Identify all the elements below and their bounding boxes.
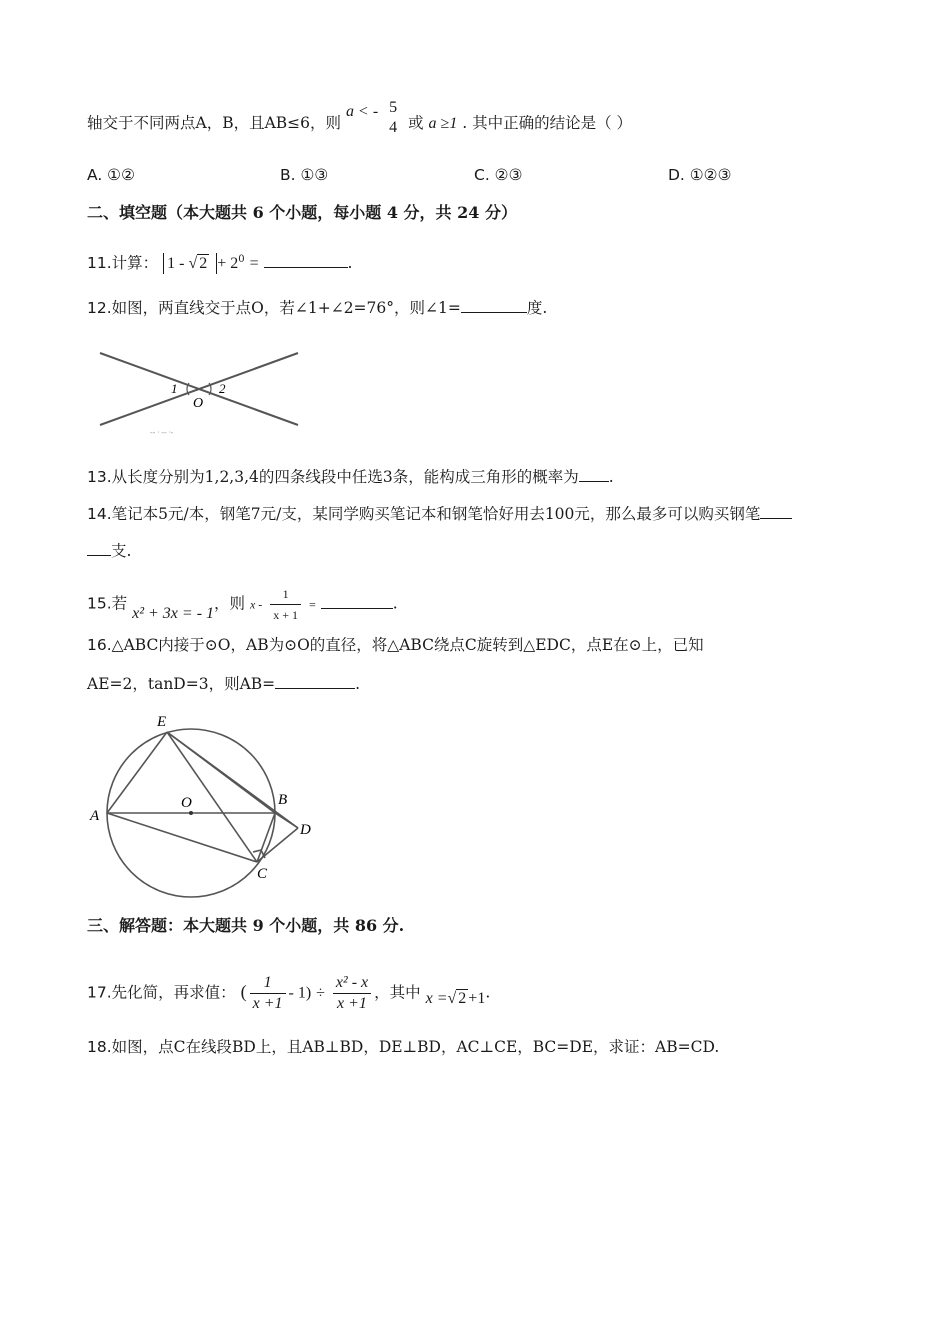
q17-divide: ÷ — [316, 984, 325, 1002]
q10-cond-neg: - — [372, 103, 379, 120]
q16-number: 16. — [87, 636, 112, 654]
q17-fraction-1 — [250, 973, 286, 1014]
q11-number: 11. — [87, 254, 112, 273]
q13-number: 13. — [87, 468, 112, 486]
q11-exponent: 0 — [238, 254, 245, 265]
segment-AC — [107, 813, 257, 862]
q11-expr-a: 1 - — [167, 255, 185, 273]
q16-end: . — [355, 675, 361, 693]
q12 — [87, 298, 547, 318]
label-E: E — [157, 714, 167, 730]
fig12-caption-smudge: -- · -- ·- — [150, 428, 174, 435]
q15-equals: = — [308, 597, 316, 612]
q11-expr-b: + 2 — [217, 255, 239, 273]
q15-end: . — [392, 594, 398, 613]
q15-answer-blank[interactable] — [321, 594, 393, 609]
q11-abs: 1 - √ 2 — [163, 253, 217, 274]
q12-number: 12. — [87, 299, 112, 317]
q17-f2-den: x +1 — [333, 993, 371, 1014]
q11-radicand: 2 — [199, 255, 208, 273]
label-O: O — [193, 396, 204, 411]
q14-answer-blank-1[interactable] — [760, 504, 792, 519]
q15-fraction — [270, 584, 301, 625]
segment-AE — [107, 732, 167, 813]
q17-minus1: - 1) — [288, 984, 312, 1002]
q11 — [87, 250, 352, 274]
q14-text: 笔记本5元/本，钢笔7元/支，某同学购买笔记本和钢笔恰好用去100元，那么最多可以购买钢笔 — [111, 505, 761, 523]
label-2: 2 — [219, 381, 226, 396]
q15-equation: x² + 3x = - 1 — [132, 604, 215, 622]
q11-text: 计算： — [111, 254, 159, 273]
q10-fraction — [386, 98, 400, 138]
q15-expr-x: x - — [249, 597, 263, 612]
q17-f2-num: x² - x — [335, 974, 369, 991]
figure-intersecting-lines — [95, 345, 305, 435]
q18-number: 18. — [87, 1038, 112, 1056]
segment-BD — [275, 813, 298, 828]
q14 — [87, 504, 792, 524]
q17-open-paren: ( — [240, 981, 247, 1002]
figure-circle — [85, 710, 325, 900]
q10-cond-lt: < — [358, 103, 368, 120]
option-b[interactable]: B. ①③ — [280, 166, 329, 184]
q10-cond-a: a — [345, 103, 354, 120]
q17-f1-num: 1 — [263, 974, 272, 991]
q11-equals: = — [249, 255, 259, 273]
q13-text: 从长度分别为1,2,3,4的四条线段中任选3条，能构成三角形的概率为 — [111, 468, 579, 486]
q10-frac-den: 4 — [389, 119, 398, 136]
q16-line2: AE=2，tanD=3，则AB= — [87, 675, 276, 693]
label-A: A — [90, 808, 100, 824]
label-O: O — [181, 795, 192, 811]
q13 — [87, 467, 614, 487]
section3-title: 三、解答题：本大题共 9 个小题，共 86 分. — [87, 916, 405, 935]
q15-frac-num: 1 — [282, 587, 289, 601]
q11-answer-blank[interactable] — [264, 253, 348, 268]
q15 — [87, 584, 398, 625]
q13-answer-blank[interactable] — [579, 467, 609, 482]
q12-answer-blank[interactable] — [461, 298, 527, 313]
q17-x-eq: x = — [425, 989, 448, 1007]
q10-text-after: . 其中正确的结论是（ ） — [462, 114, 633, 132]
q12-end: 度. — [526, 299, 548, 317]
q15-number: 15. — [87, 594, 112, 613]
q14-number: 14. — [87, 505, 112, 523]
option-a[interactable]: A. ①② — [87, 166, 135, 184]
q10-or: 或 — [408, 114, 424, 132]
q16-answer-blank[interactable] — [275, 674, 355, 689]
label-B: B — [278, 792, 288, 808]
q14-line2 — [87, 541, 131, 561]
q17-fraction-2 — [333, 973, 371, 1014]
q14-end: 支. — [111, 542, 132, 560]
option-d[interactable]: D. ①②③ — [668, 166, 732, 184]
q15-frac-den: x + 1 — [270, 604, 301, 625]
q10-cond2: a ≥1 — [428, 115, 458, 132]
q12-text: 如图，两直线交于点O，若∠1+∠2=76°，则∠1= — [111, 299, 461, 317]
q17-radicand: 2 — [458, 989, 467, 1007]
label-C: C — [257, 866, 268, 882]
q14-answer-blank-2[interactable] — [87, 541, 111, 556]
q10-frac-num: 5 — [389, 99, 398, 116]
q17-f1-den: x +1 — [250, 993, 286, 1014]
q17: 17.先化简，再求值： ( $\frac{1}{x +1}$ - 1) ÷ $\frac{\text{x² - x}}{x +1}$ ，其中 x =√ 2 +1. — [87, 974, 491, 1012]
option-c[interactable]: C. ②③ — [474, 166, 523, 184]
label-D: D — [300, 822, 311, 838]
q18 — [87, 1037, 719, 1057]
q13-end: . — [608, 468, 614, 486]
point-O — [189, 811, 193, 815]
q17-text: 先化简，再求值： — [111, 983, 236, 1002]
q17-plus1: +1 — [468, 989, 486, 1007]
q11-end: . — [347, 254, 353, 273]
q17-where: ，其中 — [374, 983, 421, 1002]
q15-mid: ，则 — [214, 594, 246, 613]
q16-line2-wrap — [87, 674, 360, 694]
q18-text: 如图，点C在线段BD上，且AB⊥BD，DE⊥BD，AC⊥CE，BC=DE，求证：AB=CD. — [111, 1038, 720, 1056]
q16-line1: △ABC内接于⊙O，AB为⊙O的直径，将△ABC绕点C旋转到△EDC，点E在⊙上，已知 — [111, 636, 704, 654]
section2-title: 二、填空题（本大题共 6 个小题，每小题 4 分，共 24 分） — [87, 203, 517, 222]
q10-tail — [87, 99, 633, 144]
q17-end: . — [485, 983, 491, 1002]
q10-text-before: 轴交于不同两点A，B，且AB≤6，则 — [87, 114, 342, 132]
q16 — [87, 635, 704, 655]
label-1: 1 — [171, 381, 178, 396]
q15-text: 若 — [111, 594, 128, 613]
q17-number: 17. — [87, 983, 112, 1002]
